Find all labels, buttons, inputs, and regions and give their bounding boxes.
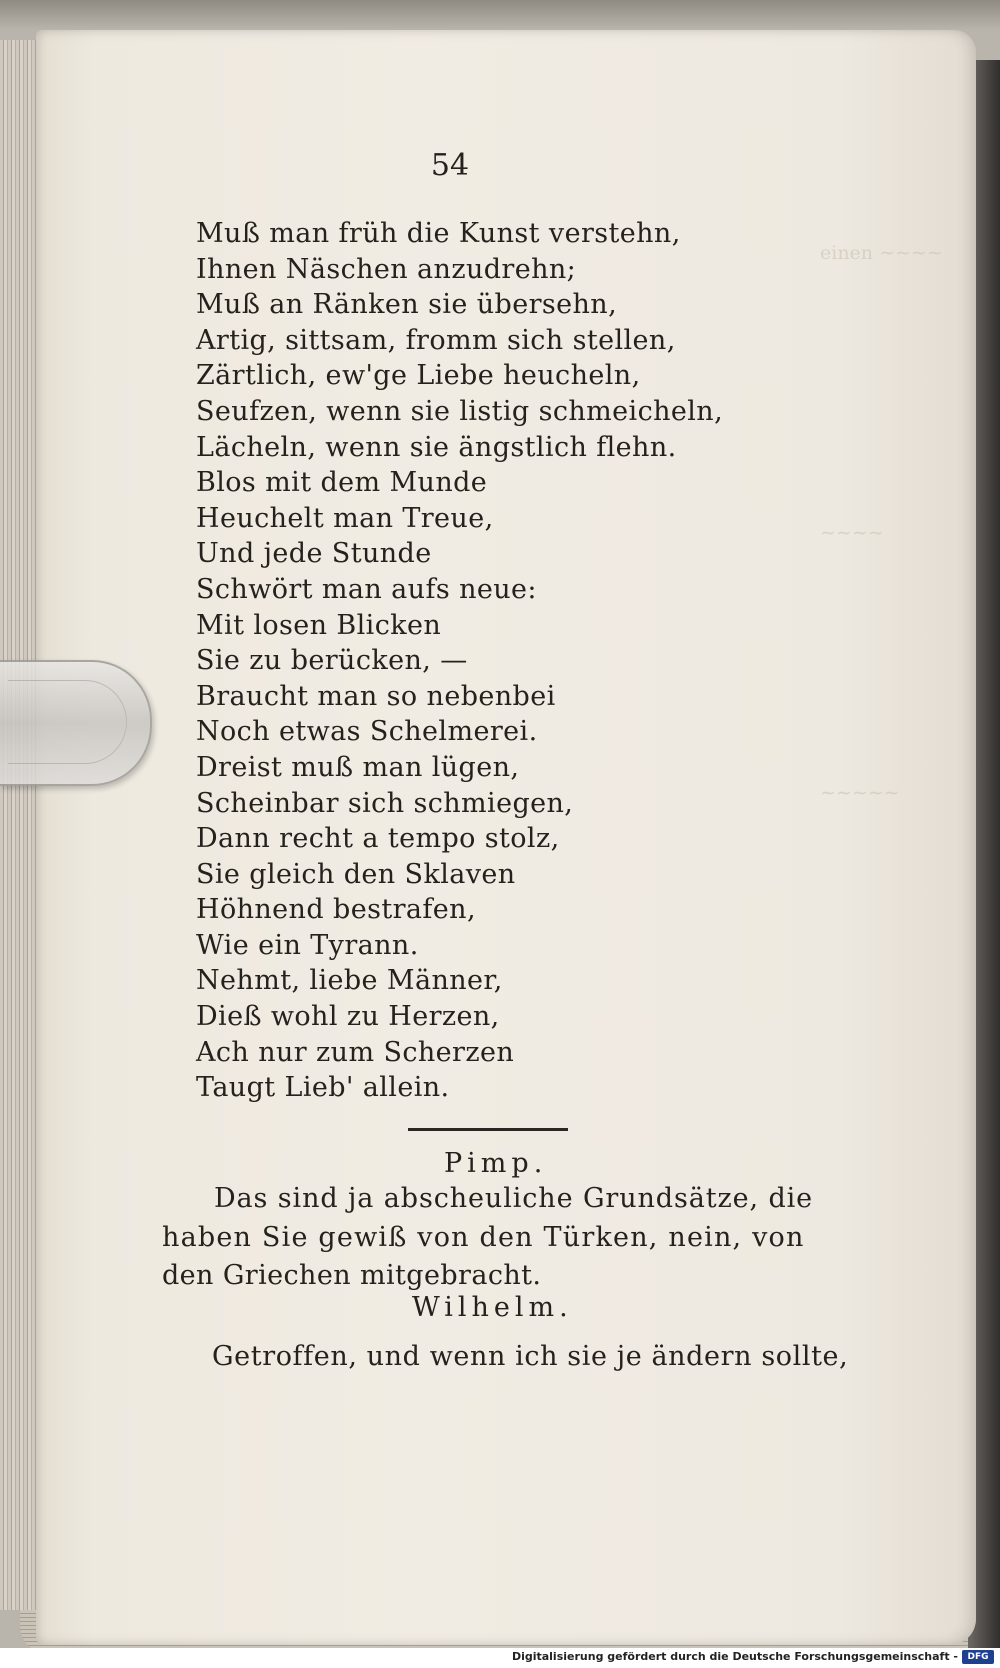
verse-line: Muß man früh die Kunst verstehn, bbox=[196, 218, 681, 249]
verse-line: Braucht man so nebenbei bbox=[196, 680, 556, 712]
verse-line: Dieß wohl zu Herzen, bbox=[196, 1001, 500, 1033]
verse-line: Taugt Lieb' allein. bbox=[196, 1072, 450, 1104]
prose-line: Das sind ja abscheuliche Grundsätze, die bbox=[214, 1183, 814, 1214]
verse-line: Artig, sittsam, fromm sich stellen, bbox=[196, 324, 676, 356]
verse-line: Und jede Stunde bbox=[196, 538, 432, 570]
verse-line: Wie ein Tyrann. bbox=[196, 929, 419, 961]
bleed-through-text: ∼∼∼∼ bbox=[820, 522, 884, 544]
verse-line: Nehmt, liebe Männer, bbox=[196, 965, 503, 997]
verse-line: Dreist muß man lügen, bbox=[196, 751, 520, 783]
verse-block bbox=[196, 216, 836, 1106]
verse-line: Noch etwas Schelmerei. bbox=[196, 716, 538, 748]
verse-line: Muß an Ränken sie übersehn, bbox=[196, 289, 618, 321]
verse-line: Mit losen Blicken bbox=[196, 609, 442, 641]
dfg-logo: DFG bbox=[962, 1650, 994, 1664]
footer-credit: Digitalisierung gefördert durch die Deutsche Forschungsgemeinschaft - bbox=[511, 1650, 958, 1663]
page-number: 54 bbox=[430, 148, 470, 183]
bleed-through-text: ∼∼∼∼∼ bbox=[820, 782, 900, 804]
verse-line: Höhnend bestrafen, bbox=[196, 894, 476, 926]
speaker-name: Pimp. bbox=[444, 1148, 548, 1179]
verse-line: Heuchelt man Treue, bbox=[196, 502, 494, 534]
bleed-through-text: einen ∼∼∼∼ bbox=[820, 242, 943, 264]
section-rule bbox=[408, 1128, 568, 1131]
verse-line: Lächeln, wenn sie ängstlich flehn. bbox=[196, 431, 677, 463]
scan-top-shadow bbox=[0, 0, 1000, 30]
verse-line: Zärtlich, ew'ge Liebe heucheln, bbox=[196, 360, 641, 392]
prose-line: haben Sie gewiß von den Türken, nein, von bbox=[162, 1222, 805, 1253]
verse-line: Dann recht a tempo stolz, bbox=[196, 823, 560, 855]
prose-line: den Griechen mitgebracht. bbox=[162, 1260, 542, 1291]
verse-line: Sie zu berücken, — bbox=[196, 645, 468, 677]
verse-line: Ihnen Näschen anzudrehn; bbox=[196, 253, 577, 285]
verse-line: Scheinbar sich schmiegen, bbox=[196, 787, 574, 819]
digitization-footer bbox=[0, 1648, 1000, 1668]
verse-line: Sie gleich den Sklaven bbox=[196, 858, 516, 890]
page-clip-inner bbox=[8, 680, 127, 764]
verse-line: Seufzen, wenn sie listig schmeicheln, bbox=[196, 395, 724, 427]
page-clip bbox=[0, 660, 152, 786]
prose-line: Getroffen, und wenn ich sie je ändern sollte, bbox=[212, 1341, 849, 1372]
verse-line: Blos mit dem Munde bbox=[196, 467, 488, 499]
verse-line: Schwört man aufs neue: bbox=[196, 573, 537, 605]
speaker-name: Wilhelm. bbox=[412, 1292, 573, 1323]
verse-line: Ach nur zum Scherzen bbox=[196, 1036, 515, 1068]
